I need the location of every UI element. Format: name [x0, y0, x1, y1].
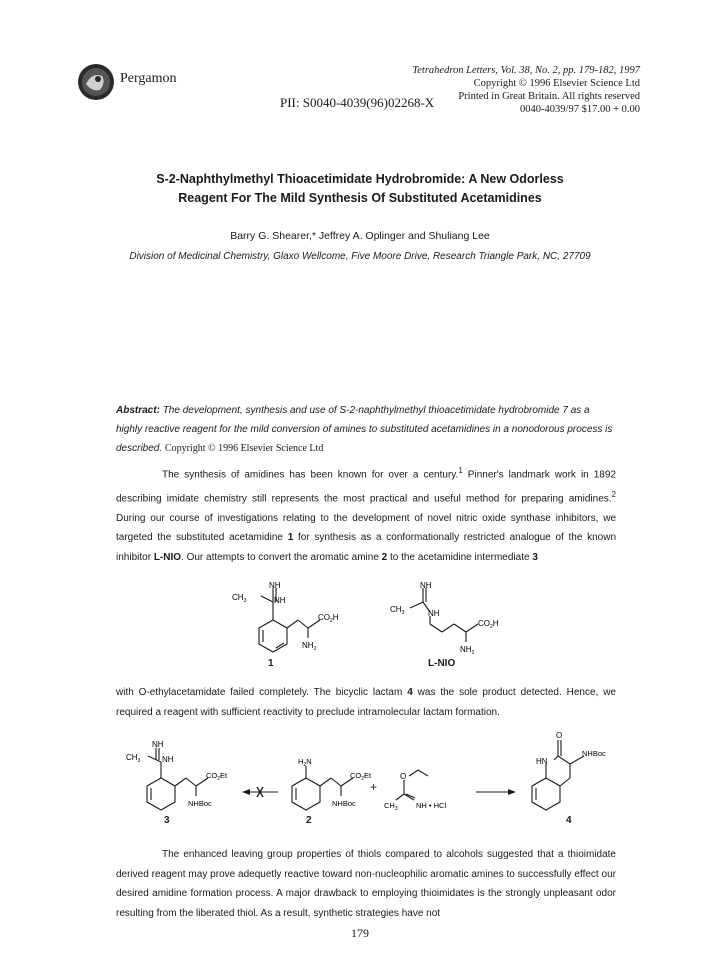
structure-compound-3 — [116, 738, 246, 818]
article-title — [80, 170, 640, 208]
cmpd4-nhboc: NHBoc — [582, 749, 606, 758]
failed-reaction-arrow-icon — [240, 784, 280, 800]
title-line-1: S-2-Naphthylmethyl Thioacetimidate Hydrobromide: A New Odorless — [156, 172, 564, 186]
cmpd4-hn: HN — [536, 757, 548, 766]
label-compound-2: 2 — [306, 815, 312, 826]
p1-text-c: During our course of investigations relating to the development of novel nitric oxide synthase inhibitors, we targeted the substituted acetamidine — [116, 512, 616, 544]
ref-1: 1 — [458, 466, 463, 475]
compound-ref-4: 4 — [407, 687, 413, 698]
amidate-ch3: $CH_3$ — [384, 801, 398, 812]
cmpd3-co2et: $CO_2Et$ — [206, 771, 228, 782]
publisher-name: Pergamon — [120, 71, 177, 86]
compound-ref-3: 3 — [532, 551, 538, 563]
cmpd3-nh: NH — [162, 755, 174, 764]
lnio-nh2: $NH_2$ — [460, 645, 475, 656]
p1-text-d: for synthesis as a conformationally restricted analogue of the known inhibitor — [116, 532, 617, 563]
body-paragraph-3: The enhanced leaving group properties of thiols compared to alcohols suggested that a thioimidate derived reagent may prove adequetly reactive toward non-nucleophilic aromatic amines to successfully effect our desired amidine formation process. A major drawback to employing thioimidates is the strongly unpleasant odor resulting from the liberated thiol. As a result, synthetic strategies have not — [116, 849, 616, 919]
label-lnio: L-NIO — [428, 658, 456, 669]
structure-ethylacetamidate — [384, 766, 464, 812]
title-line-2: Reagent For The Mild Synthesis Of Substituted Acetamidines — [178, 191, 542, 205]
abstract-label: Abstract: — [116, 405, 160, 416]
body-paragraph-2 — [116, 683, 616, 722]
journal-citation: Tetrahedron Letters, Vol. 38, No. 2, pp. 179-182, 1997 — [412, 65, 640, 76]
lnio-nh: NH — [428, 609, 440, 618]
cmpd2-h2n: $H_2N$ — [298, 757, 312, 768]
compound-ref-1: 1 — [287, 532, 294, 544]
amidate-oxygen: O — [400, 772, 407, 781]
compound-ref-2: 2 — [381, 551, 388, 563]
label-compound-1: 1 — [268, 658, 274, 669]
cmpd4-oxygen: O — [556, 731, 563, 740]
label-compound-4: 4 — [566, 815, 572, 826]
cmpd3-nhboc: NHBoc — [188, 799, 212, 808]
lnio-imine: NH — [420, 581, 432, 590]
cmpd2-co2et: $CO_2Et$ — [350, 771, 372, 782]
abstract-copyright: Copyright © 1996 Elsevier Science Ltd — [164, 443, 324, 454]
cmpd1-co2h: $CO_2H$ — [318, 613, 339, 624]
journal-info — [412, 64, 640, 116]
structure-compound-1 — [228, 578, 358, 668]
lnio-co2h: $CO_2H$ — [478, 619, 499, 630]
reaction-arrow-icon — [474, 784, 518, 800]
p1-text-a: The synthesis of amidines has been known for over a century. — [162, 469, 459, 481]
lnio-ch3: $CH_3$ — [390, 605, 405, 616]
structure-compound-2 — [282, 748, 382, 818]
pii-code: PII: S0040-4039(96)02268-X — [280, 95, 435, 110]
ref-2: 2 — [611, 489, 616, 499]
cmpd1-nh: NH — [274, 596, 286, 605]
cmpd3-ch3: $CH_3$ — [126, 753, 141, 764]
p2-text-b: was the sole product detected. Hence, we required a reagent with sufficient reactivity to preclude intramolecular lactam formation. — [116, 687, 616, 718]
cmpd2-nhboc: NHBoc — [332, 799, 356, 808]
abstract — [116, 401, 616, 458]
p2-text-a: with O-ethylacetamidate failed completely. The bicyclic lactam — [116, 687, 408, 698]
compound-ref-lnio: L-NIO — [153, 551, 182, 563]
label-compound-3: 3 — [164, 815, 170, 826]
journal-copyright: Copyright © 1996 Elsevier Science Ltd — [473, 78, 640, 89]
affiliation: Division of Medicinal Chemistry, Glaxo Wellcome, Five Moore Drive, Research Triangle Park, NC, 27709 — [129, 251, 591, 262]
plus-sign: + — [370, 780, 378, 794]
p1-text-b: Pinner's landmark work in 1892 describing imidate chemistry still represents the most practical and useful method for preparing amidines. — [116, 469, 616, 505]
author-list: Barry G. Shearer,* Jeffrey A. Oplinger and Shuliang Lee — [230, 230, 490, 242]
abstract-text: The development, synthesis and use of S-2-naphthylmethyl thioacetimidate hydrobromide 7 as a highly reactive reagent for the mild conversion of amines to substituted acetamidines in a nonodorous process is described. — [116, 405, 613, 454]
page-number: 179 — [351, 926, 369, 940]
amidate-nh-hcl: NH • HCl — [416, 801, 447, 810]
cmpd1-imine: NH — [269, 581, 281, 590]
body-paragraph-1 — [116, 461, 616, 567]
p1-text-e: . Our attempts to convert the aromatic amine — [181, 551, 382, 563]
cmpd1-ch3: $CH_3$ — [232, 593, 247, 604]
journal-printed: Printed in Great Britain. All rights reserved — [458, 91, 640, 102]
structure-compound-4 — [524, 726, 634, 816]
cmpd3-imine: NH — [152, 740, 164, 749]
cmpd1-nh2: $NH_2$ — [302, 641, 317, 652]
pergamon-logo-icon — [76, 62, 116, 102]
p1-text-f: to the acetamidine intermediate — [387, 551, 533, 563]
journal-issn: 0040-4039/97 $17.00 + 0.00 — [520, 104, 640, 115]
structure-lnio — [390, 578, 520, 658]
